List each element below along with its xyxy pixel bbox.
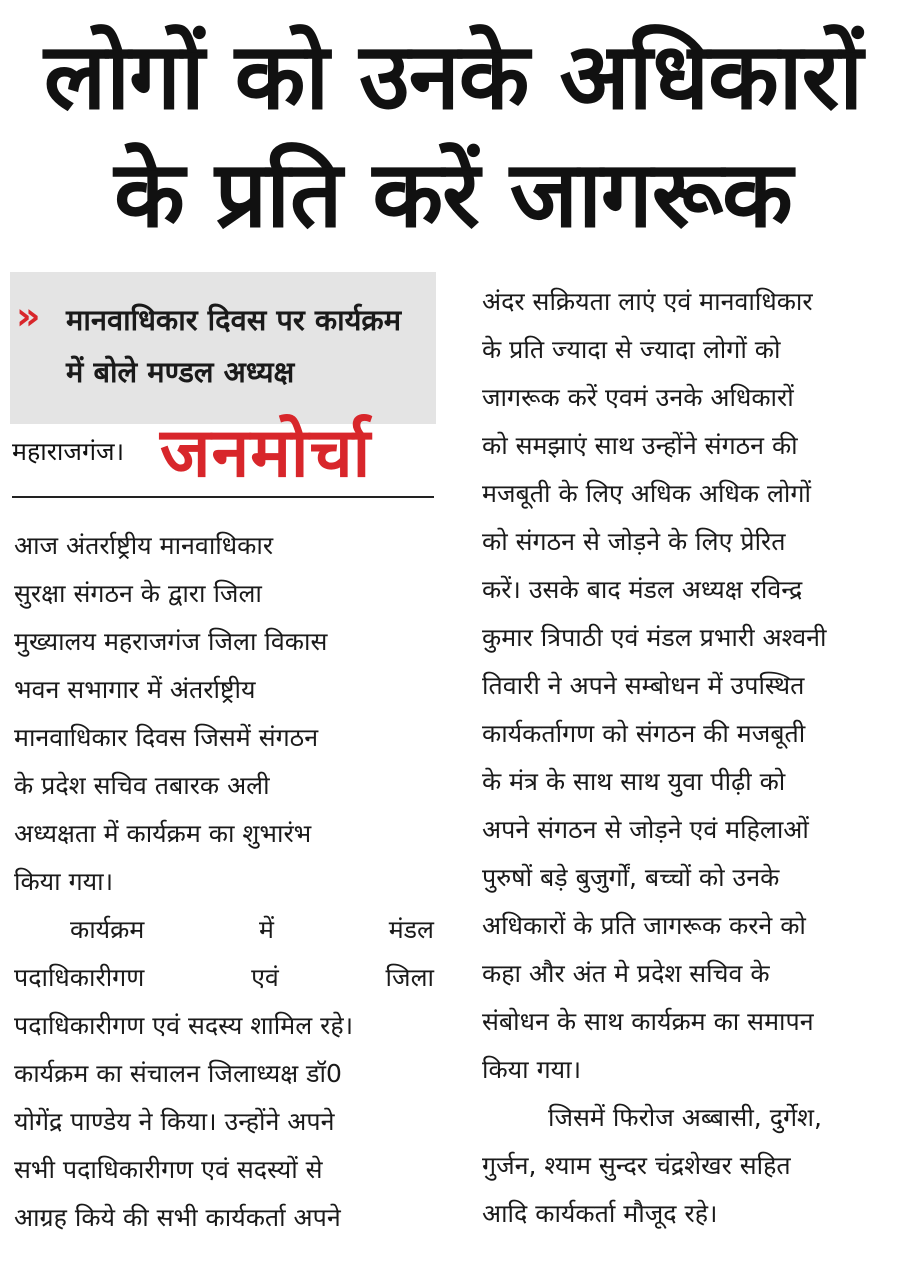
text-line: को समझाएं साथ उन्होंने संगठन की: [482, 431, 798, 460]
double-chevron-icon: »: [16, 294, 33, 338]
text-line: मानवाधिकार दिवस जिसमें संगठन: [14, 723, 319, 752]
subhead-line-2: में बोले मण्डल अध्यक्ष: [66, 355, 295, 389]
text-line: मुख्यालय महराजगंज जिला विकास: [14, 627, 328, 656]
subhead-line-1: मानवाधिकार दिवस पर कार्यक्रम: [66, 303, 402, 337]
text-line: अध्यक्षता में कार्यक्रम का शुभारंभ: [14, 819, 312, 848]
text-line: कार्यकर्तागण को संगठन की मजबूती: [482, 719, 806, 748]
headline-line-1: लोगों को उनके अधिकारों: [43, 23, 863, 130]
text-line: कहा और अंत मे प्रदेश सचिव के: [482, 959, 770, 988]
headline-line-2: के प्रति करें जागरूक: [114, 141, 792, 248]
text-line: अपने संगठन से जोड़ने एवं महिलाओं: [482, 815, 809, 844]
dateline: महाराजगंज।: [12, 437, 125, 466]
text-line: मजबूती के लिए अधिक अधिक लोगों: [482, 479, 811, 508]
text-line: आग्रह किये की सभी कार्यकर्ता अपने: [14, 1203, 341, 1232]
text-line: कार्यक्रम में मंडल: [70, 915, 434, 944]
text-line: सुरक्षा संगठन के द्वारा जिला: [14, 579, 262, 608]
text-line: जागरूक करें एवमं उनके अधिकारों: [482, 383, 794, 412]
text-line: आज अंतर्राष्ट्रीय मानवाधिकार: [14, 531, 274, 560]
text-line: भवन सभागार में अंतर्राष्ट्रीय: [14, 675, 256, 704]
text-line: पुरुषों बड़े बुजुर्गों, बच्चों को उनके: [482, 863, 780, 892]
right-column: [482, 278, 902, 1238]
text-line: के प्रति ज्यादा से ज्यादा लोगों को: [482, 335, 781, 364]
subhead: [66, 294, 432, 398]
text-line: के मंत्र के साथ साथ युवा पीढ़ी को: [482, 767, 786, 796]
text-line: सभी पदाधिकारीगण एवं सदस्यों से: [14, 1155, 323, 1184]
divider: [12, 496, 434, 498]
text-line: पदाधिकारीगण एवं जिला: [14, 963, 434, 992]
text-line: आदि कार्यकर्ता मौजूद रहे।: [482, 1199, 718, 1228]
left-column: [14, 522, 434, 1242]
text-line: अंदर सक्रियता लाएं एवं मानवाधिकार: [482, 287, 813, 316]
text-line: किया गया।: [14, 867, 114, 896]
subhead-box: [10, 272, 436, 424]
text-line: के प्रदेश सचिव तबारक अली: [14, 771, 270, 800]
text-line: योगेंद्र पाण्डेय ने किया। उन्होंने अपने: [14, 1107, 335, 1136]
text-line: किया गया।: [482, 1055, 582, 1084]
text-line: तिवारी ने अपने सम्बोधन में उपस्थित: [482, 671, 805, 700]
text-line: गुर्जन, श्याम सुन्दर चंद्रशेखर सहित: [482, 1151, 791, 1180]
text-line: कुमार त्रिपाठी एवं मंडल प्रभारी अश्वनी: [482, 623, 827, 652]
text-line: को संगठन से जोड़ने के लिए प्रेरित: [482, 527, 786, 556]
text-line: कार्यक्रम का संचालन जिलाध्यक्ष डॉ0: [14, 1059, 342, 1088]
text-line: पदाधिकारीगण एवं सदस्य शामिल रहे।: [14, 1011, 354, 1040]
text-line: करें। उसके बाद मंडल अध्यक्ष रविन्द्र: [482, 575, 803, 604]
brand-logo: जनमोर्चा: [160, 414, 372, 493]
headline: [0, 18, 906, 254]
text-line: संबोधन के साथ कार्यक्रम का समापन: [482, 1007, 814, 1036]
text-line: जिसमें फिरोज अब्बासी, दुर्गेश,: [548, 1103, 822, 1132]
text-line: अधिकारों के प्रति जागरूक करने को: [482, 911, 806, 940]
